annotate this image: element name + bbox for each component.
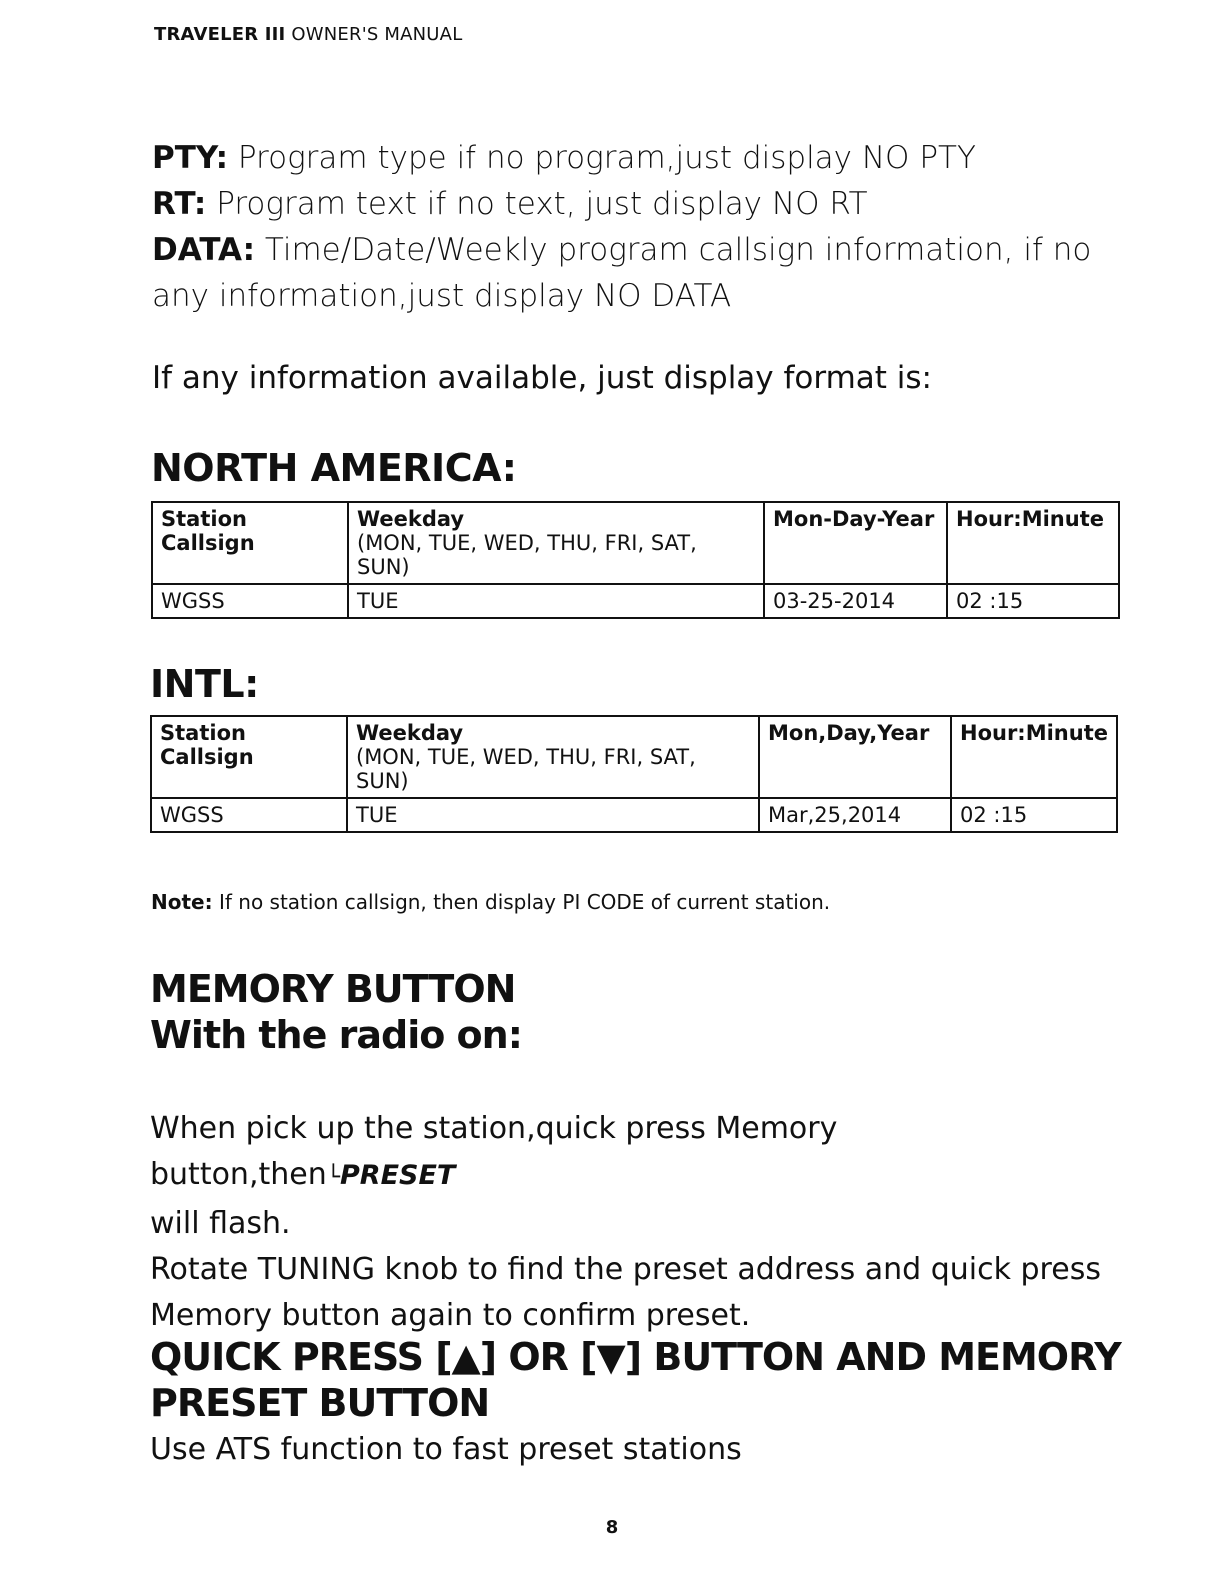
note — [151, 890, 830, 914]
col-time: Hour:Minute — [947, 502, 1119, 584]
memory-step-2: Rotate TUNING knob to find the preset address and quick press Memory button again to confirm preset. — [150, 1252, 1101, 1333]
cell-callsign: WGSS — [151, 798, 347, 832]
definition-rt: RT: Program text if no text, just display NO RT — [152, 186, 868, 222]
col-date: Mon,Day,Year — [759, 716, 951, 798]
cell-date: Mar,25,2014 — [759, 798, 951, 832]
definition-data: DATA: Time/Date/Weekly program callsign information, if no any information,just display NO DATA — [152, 232, 1092, 314]
weekday-values: (MON, TUE, WED, THU, FRI, SAT, SUN) — [357, 531, 697, 579]
cell-weekday: TUE — [348, 584, 764, 618]
quick-press-text: Use ATS function to fast preset stations — [150, 1432, 742, 1467]
col-weekday: Weekday (MON, TUE, WED, THU, FRI, SAT, SUN) — [348, 502, 764, 584]
format-intro: If any information available, just display format is: — [152, 360, 932, 396]
cell-time: 02 :15 — [947, 584, 1119, 618]
cell-time: 02 :15 — [951, 798, 1117, 832]
memory-heading: MEMORY BUTTON With the radio on: — [150, 967, 522, 1057]
col-station-callsign: Station Callsign — [152, 502, 348, 584]
definitions-list — [152, 135, 1112, 319]
weekday-values: (MON, TUE, WED, THU, FRI, SAT, SUN) — [356, 745, 696, 793]
definition-pty: PTY: Program type if no program,just display NO PTY — [152, 140, 976, 176]
memory-subheading: With the radio on: — [150, 1013, 522, 1057]
table-row — [152, 584, 1119, 618]
col-date: Mon-Day-Year — [764, 502, 947, 584]
memory-instructions — [150, 1106, 1130, 1339]
intl-heading: INTL: — [150, 662, 259, 706]
north-america-heading: NORTH AMERICA: — [151, 446, 517, 490]
cell-date: 03-25-2014 — [764, 584, 947, 618]
quick-press-heading: QUICK PRESS [▲] OR [▼] BUTTON AND MEMORY PRESET BUTTON — [150, 1335, 1121, 1425]
running-header — [154, 24, 462, 45]
memory-step-1: When pick up the station,quick press Memory button,then└PRESET will flash. — [150, 1111, 838, 1241]
cell-weekday: TUE — [347, 798, 759, 832]
intl-table — [150, 715, 1118, 833]
header-brand: TRAVELER III — [154, 24, 286, 45]
col-time: Hour:Minute — [951, 716, 1117, 798]
preset-indicator-label: PRESET — [339, 1160, 456, 1191]
cell-callsign: WGSS — [152, 584, 348, 618]
col-station-callsign: Station Callsign — [151, 716, 347, 798]
header-title: OWNER'S MANUAL — [291, 24, 463, 45]
table-row — [151, 798, 1117, 832]
col-weekday: Weekday (MON, TUE, WED, THU, FRI, SAT, SUN) — [347, 716, 759, 798]
table-header-row — [152, 502, 1119, 584]
note-text: If no station callsign, then display PI CODE of current station. — [218, 890, 831, 914]
preset-indicator-icon: └ — [326, 1165, 340, 1190]
note-label: Note: — [151, 890, 213, 914]
page-number: 8 — [605, 1517, 619, 1538]
north-america-table — [151, 501, 1120, 619]
table-header-row — [151, 716, 1117, 798]
